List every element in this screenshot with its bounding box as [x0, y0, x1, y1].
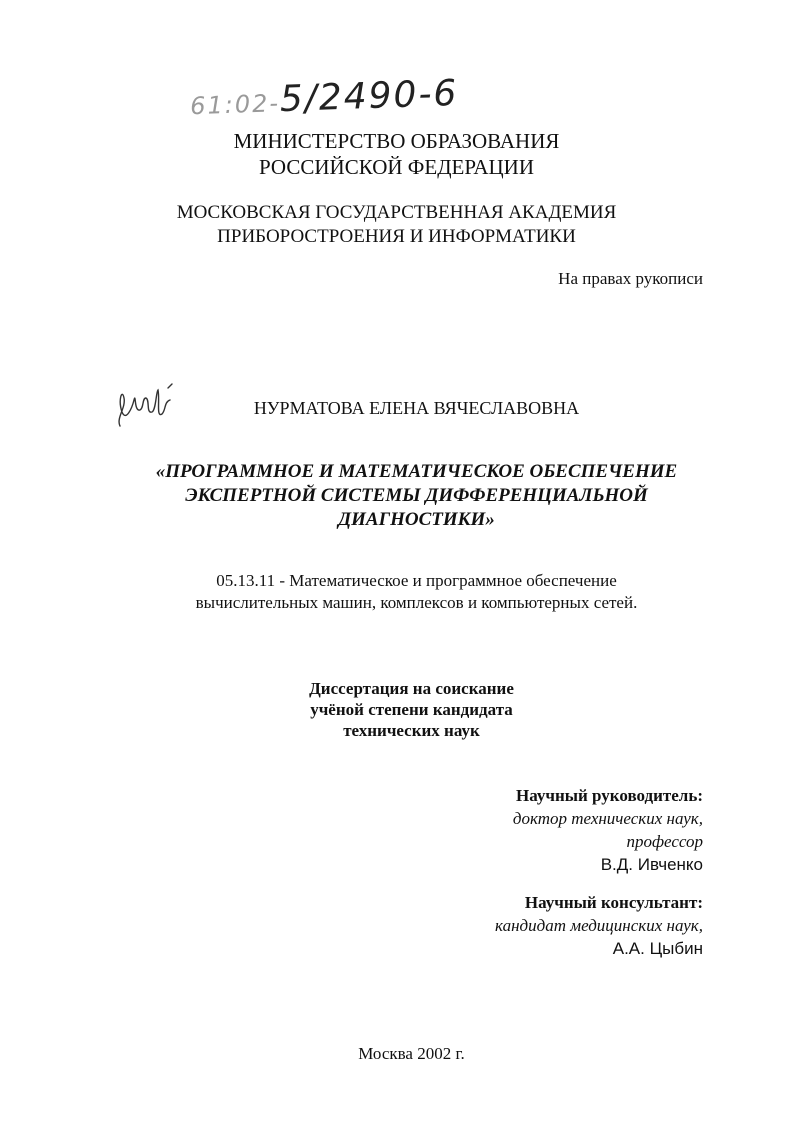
academy-line-1: МОСКОВСКАЯ ГОСУДАРСТВЕННАЯ АКАДЕМИЯ — [176, 202, 617, 223]
consultant-degree: кандидат медицинских наук, — [495, 916, 703, 935]
archive-number-main: 5/2490-6 — [279, 72, 460, 121]
consultant-label: Научный консультант: — [524, 893, 703, 912]
degree-line-3: технических наук — [343, 721, 480, 740]
archive-number-prefix: 61:02- — [189, 89, 281, 121]
city-year: Москва 2002 г. — [358, 1044, 465, 1063]
supervisor-label: Научный руководитель: — [516, 786, 703, 805]
consultant-block — [380, 891, 703, 960]
dissertation-title — [0, 460, 793, 532]
academy-heading — [0, 201, 793, 249]
supervisor-name: В.Д. Ивченко — [600, 855, 703, 874]
title-line-2: ЭКСПЕРТНОЙ СИСТЕМЫ ДИФФЕРЕНЦИАЛЬНОЙ — [185, 485, 648, 506]
author-name: НУРМАТОВА ЕЛЕНА ВЯЧЕСЛАВОВНА — [253, 398, 580, 418]
ministry-heading — [0, 128, 793, 180]
ministry-line-1: МИНИСТЕРСТВО ОБРАЗОВАНИЯ — [233, 129, 560, 153]
specialty-code — [0, 570, 793, 614]
title-line-1: «ПРОГРАММНОЕ И МАТЕМАТИЧЕСКОЕ ОБЕСПЕЧЕНИЕ — [155, 461, 678, 482]
archive-number-handwritten — [189, 63, 491, 133]
degree-line-1: Диссертация на соискание — [309, 679, 514, 698]
consultant-name: А.А. Цыбин — [612, 939, 703, 958]
manuscript-rights-note: На правах рукописи — [558, 269, 703, 288]
ministry-line-2: РОССИЙСКОЙ ФЕДЕРАЦИИ — [259, 155, 534, 179]
supervisor-degree: доктор технических наук, — [512, 809, 703, 828]
academy-line-2: ПРИБОРОСТРОЕНИЯ И ИНФОРМАТИКИ — [217, 226, 576, 247]
specialty-line-2: вычислительных машин, комплексов и компьютерных сетей. — [195, 593, 638, 612]
degree-statement — [0, 678, 793, 741]
degree-line-2: учёной степени кандидата — [310, 700, 513, 719]
title-line-3: ДИАГНОСТИКИ» — [338, 509, 495, 530]
supervisor-block — [380, 784, 703, 876]
specialty-line-1: 05.13.11 - Математическое и программное обеспечение — [216, 571, 617, 590]
supervisor-rank: профессор — [626, 832, 703, 851]
